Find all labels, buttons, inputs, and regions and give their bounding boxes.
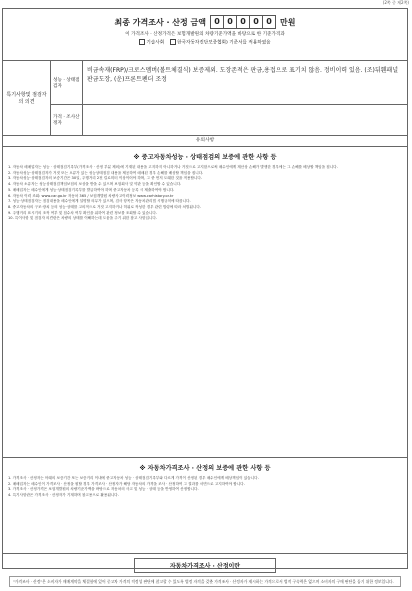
- price-digit: 0: [211, 16, 224, 28]
- page-corner-note: (2쪽 중 제2쪽): [382, 0, 409, 5]
- list-item: 3. 자동차성능·상태점검자의 보증기간은 30일, 주행거리 2천 킬로미터 이상이어야 하며, 그 중 먼저 도래한 것을 적용합니다.: [8, 176, 203, 181]
- price-warranty-title: ※ 자동차가격조사 · 산정의 보증에 관한 사항 등: [139, 465, 271, 472]
- checkbox-icon[interactable]: [170, 39, 176, 45]
- performance-inspector-opinion: 비금속재(FRP)/크로스멤버(볼트체결식) 보증제외. 도장존적은 판금,용접으로 표기치 않음. 정비이력 있음. (조)뒤휀패널 판금도장, (운)프론트펜더 조정: [87, 67, 399, 83]
- price-assessor-opinion: [83, 105, 407, 135]
- list-item: 9. 주행거리 표시기의 조작 여부 및 침수차 여부 확인을 위하여 관련 정보를 조회할 수 있습니다.: [8, 210, 158, 215]
- price-assessor-label: 가격 · 조사산정자: [51, 105, 83, 135]
- list-item: 2. 자동차성능·상태점검자가 거짓 또는 오류가 있는 성능상태점검 내용을 제공하여 매매된 경우 손해를 배상할 책임을 집니다.: [8, 170, 204, 175]
- list-item: 4. 특기사항란은 가격조사 · 산정자가 기재하며 참고용으로 활용됩니다.: [8, 493, 119, 498]
- definition-title: 자동차가격조사 · 산정이란: [134, 558, 276, 573]
- price-assessor-row: [51, 105, 407, 135]
- special-notes-label: 특기사항및 점검자의 의견: [3, 61, 51, 135]
- special-notes-section: [3, 61, 407, 136]
- standard-options: [3, 39, 407, 46]
- option-technical-society[interactable]: 기술사회: [139, 39, 164, 46]
- list-item: 3. 가격조사 · 산정가격은 보험개발원의 차량기준가액을 바탕으로 자동차의 사고 및 성능 · 상태 등을 반영하여 산정합니다.: [8, 487, 199, 492]
- list-item: 10. 특이사항 및 점검자 의견란은 차량의 상태를 이해하는데 도움을 주기 위한 참고 사항입니다.: [8, 216, 158, 221]
- price-line: [3, 9, 407, 29]
- price-subtitle: 이 가격조사 · 산정가격은 보험개발원의 차량기준가액을 바탕으로 한 기준가격과: [125, 32, 285, 37]
- price-digit: 0: [224, 16, 237, 28]
- price-digit: 0: [266, 17, 272, 26]
- inspection-warranty-title: ※ 중고자동차성능 · 상태점검의 보증에 관한 사항 등: [133, 154, 277, 161]
- list-item: 6. 자동차 이력 조회: www.car.go.kr 자동차 365 / 보험개발원 차량사고이력정보 www.carhistory.or.kr: [8, 193, 174, 198]
- list-item: 1. 자동차 매매업자는 성능 · 상태점검기록부(가격조사 · 산정 부분 제외)에 기재된 내용을 고지하지 아니하거나 거짓으로 고지함으로써 매수인에게 재산상 손해가 발생한 경우에는 그 손해를 배상할 책임을 집니다.: [8, 165, 338, 169]
- price-warranty-section: [3, 458, 407, 554]
- price-header: [3, 9, 407, 61]
- form-frame: [2, 8, 408, 584]
- inspection-warranty-items: [8, 165, 402, 221]
- list-item: 8. 중고자동차의 구조·장치 등의 성능·상태를 고의적으로 거짓 고지하거나 허위로 작성한 경우 관련 법령에 따라 처벌됩니다.: [8, 204, 201, 209]
- list-item: 2. 매매업자는 매수인이 가격조사 · 산정을 원할 경우 가격조사 · 산정자가 해당 자동차의 가격을 조사 · 산정하여 그 결과를 서면으로 고지하여야 합니다.: [8, 481, 245, 486]
- performance-inspector-row: [51, 61, 407, 105]
- notice-heading: 유의사항: [3, 136, 407, 147]
- option-diagnosis-association[interactable]: 한국자동차진단보증협회) 기준서를 적용하였음: [170, 39, 270, 46]
- price-digit: 0: [237, 16, 250, 28]
- definition-note: "가격조사 · 산정"은 소비자가 매매계약을 체결함에 있어 중고차 가격의 적정성 판단에 참고할 수 있도록 법정 자격을 갖춘 가격조사 · 산정자가 제시하는 가격으로서 법적 구속력은 없으며 소비자의 구매 판단을 돕기 위한 정보입니다.: [9, 576, 401, 587]
- price-digit: 0: [250, 16, 263, 28]
- price-assessment-definition: [3, 554, 407, 591]
- list-item: 4. 자동차 소유자는 성능상태점검책임보험의 보상을 받을 수 있으며 보험회사 및 약관 등을 확인할 수 있습니다.: [8, 182, 182, 187]
- inspection-warranty-section: [3, 147, 407, 458]
- list-item: 1. 가격조사 · 산정자는 아래의 보증기간 또는 보증거리 이내에 중고자동차 성능 · 상태점검기록부와 다르게 가격이 산정된 경우 매수인에게 배상책임이 있습니다.: [8, 476, 259, 480]
- performance-inspector-label: 성능 · 상태점검자: [51, 61, 83, 104]
- list-item: 7. 성능·상태점검자는 점검내용을 매수인에게 설명할 의무가 있으며, 검사 항목은 자동차관리법 시행규칙에 따릅니다.: [8, 199, 191, 204]
- price-warranty-items: [8, 476, 402, 498]
- price-digits-box: [210, 15, 276, 29]
- price-label: 최종 가격조사 · 산정 금액: [114, 17, 206, 27]
- checkbox-icon[interactable]: [139, 39, 145, 45]
- list-item: 5. 매매업자는 매수인에게 성능·상태점검기록부를 발급하여야 하며 중고자동차 등록 시 제출하여야 합니다.: [8, 187, 175, 192]
- price-unit: 만원: [280, 17, 296, 27]
